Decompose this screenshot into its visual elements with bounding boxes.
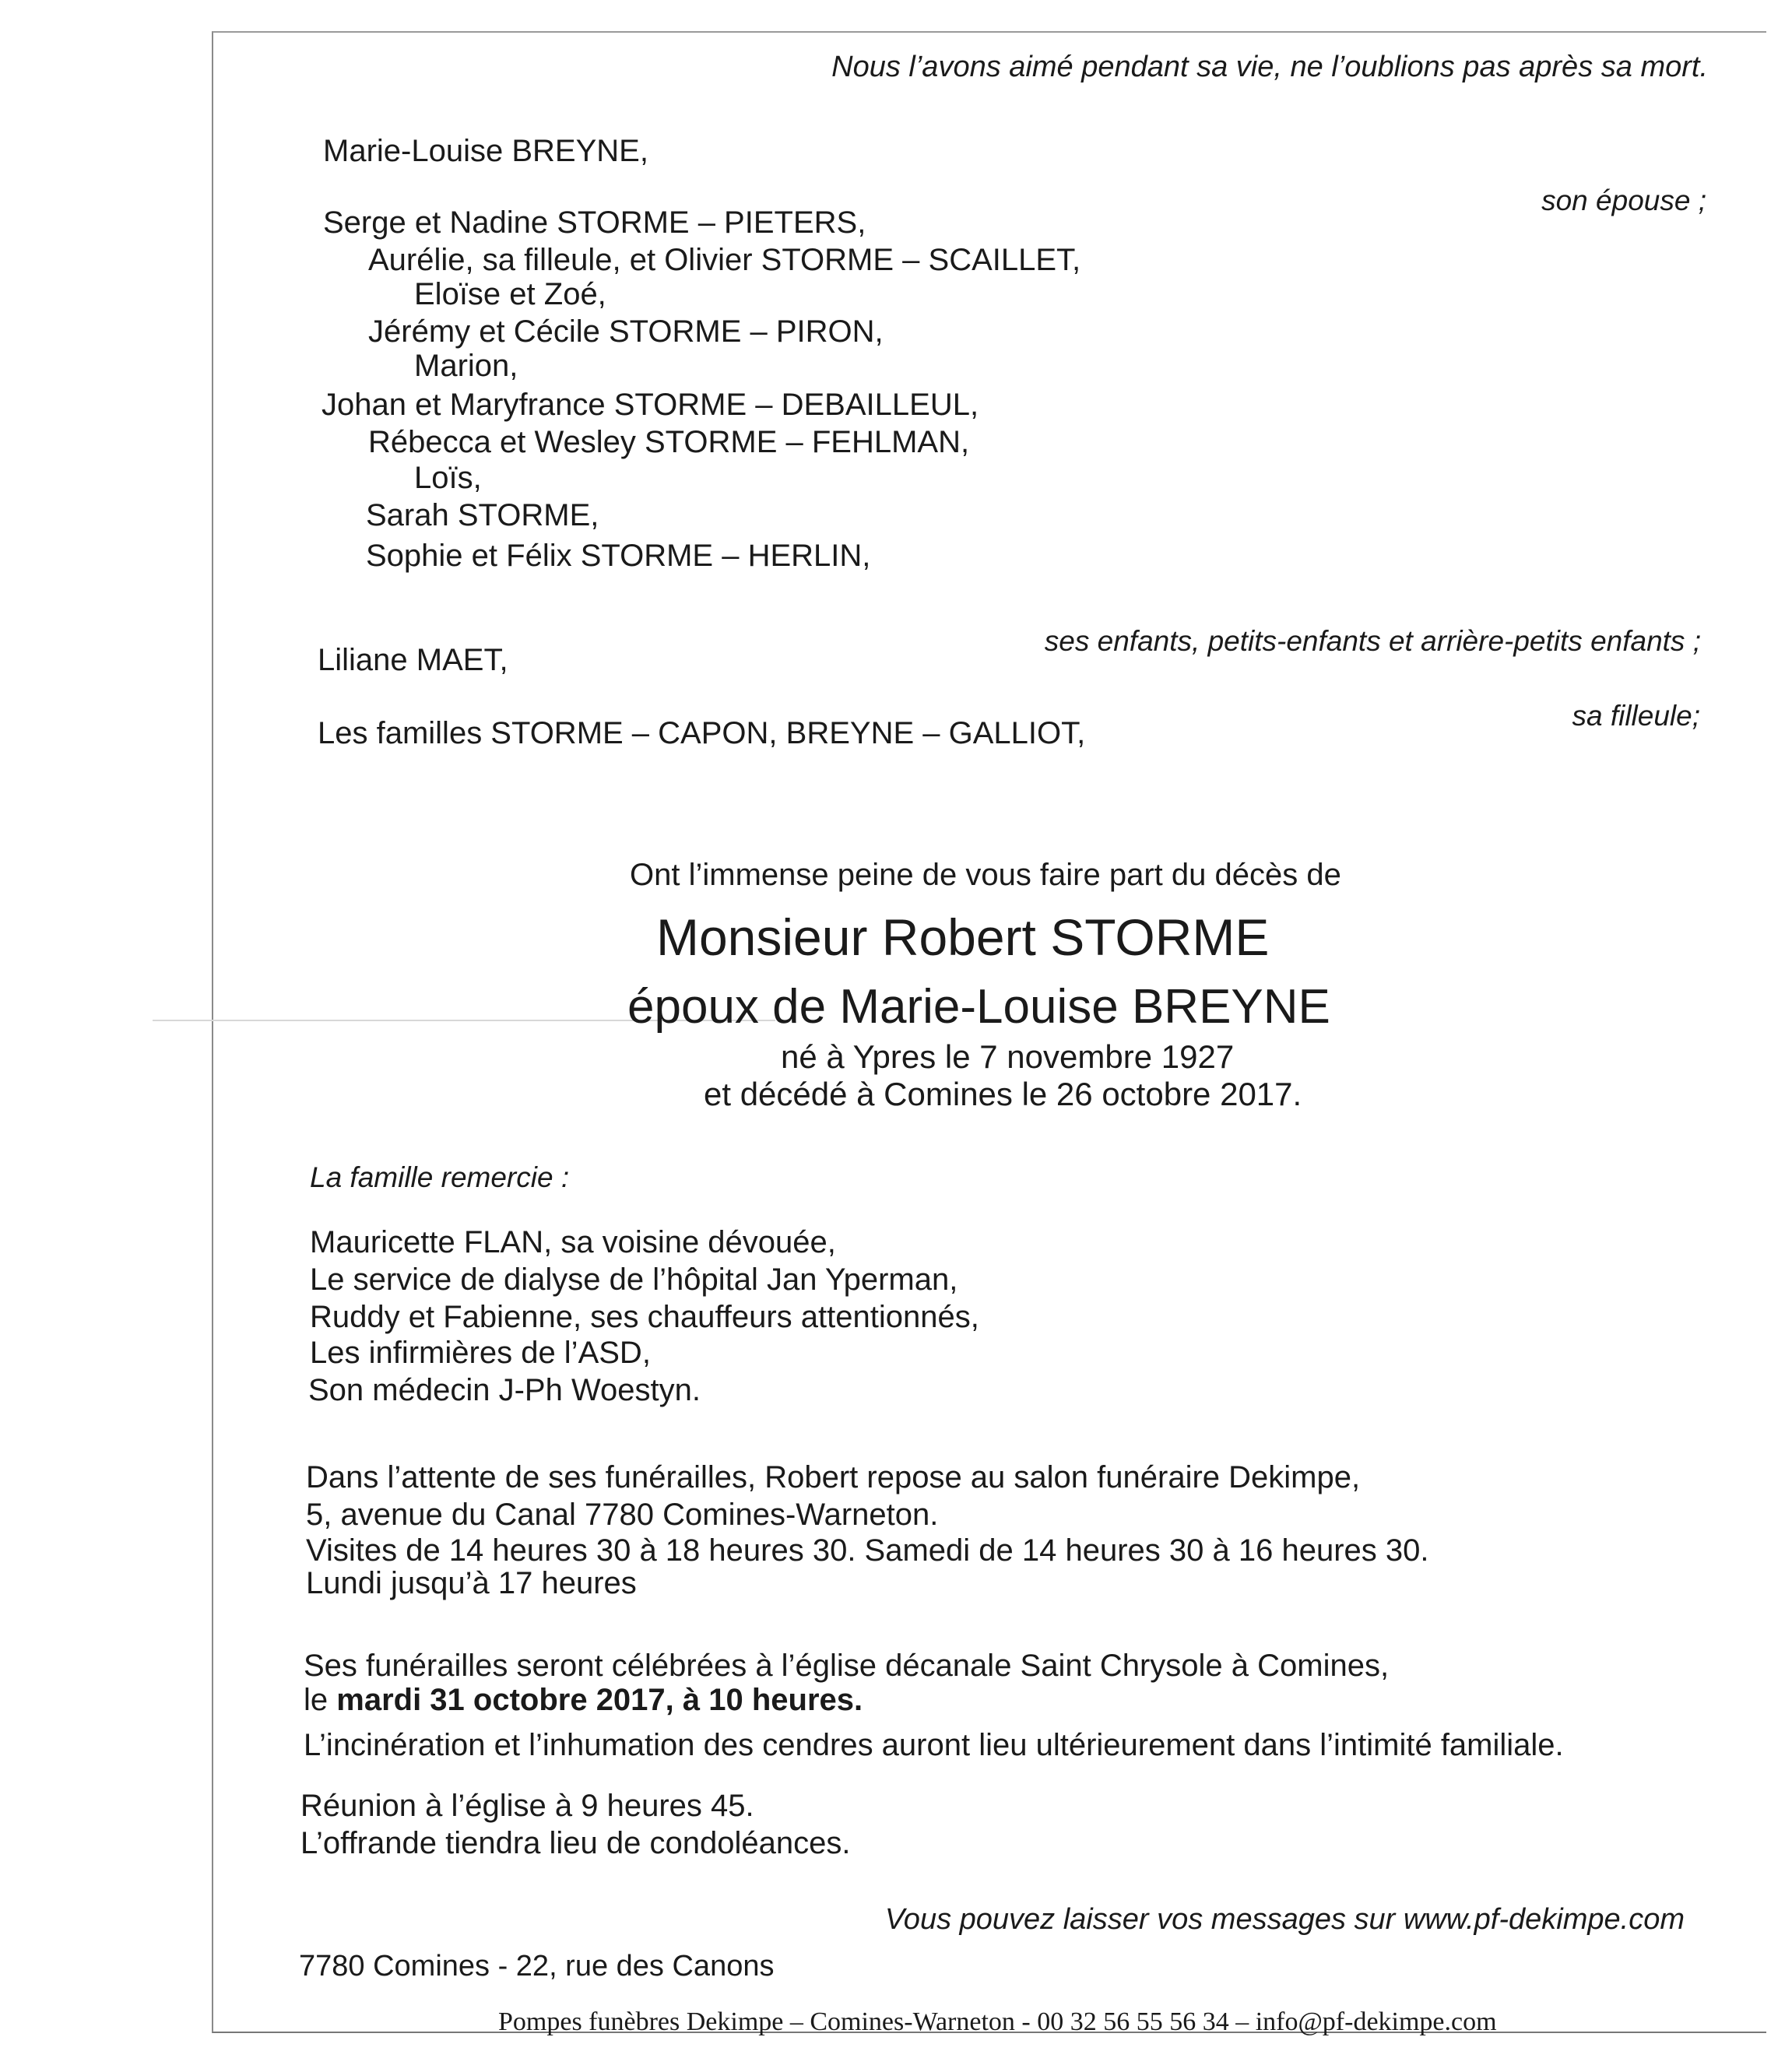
address-line: 7780 Comines - 22, rue des Canons bbox=[299, 1950, 775, 1983]
family-role: ses enfants, petits-enfants et arrière-petits enfants ; bbox=[1044, 625, 1701, 657]
visits-line: Dans l’attente de ses funérailles, Robert repose au salon funéraire Dekimpe, bbox=[306, 1460, 1361, 1494]
spouse-name: Marie-Louise BREYNE, bbox=[323, 134, 648, 168]
motto: Nous l’avons aimé pendant sa vie, ne l’oublions pas après sa mort. bbox=[831, 51, 1708, 83]
thanks-line: Son médecin J-Ph Woestyn. bbox=[308, 1373, 701, 1407]
families-line: Les familles STORME – CAPON, BREYNE – GALLIOT, bbox=[318, 716, 1086, 750]
funeral-date-prefix: le bbox=[304, 1683, 337, 1717]
death-line: et décédé à Comines le 26 octobre 2017. bbox=[704, 1076, 1302, 1112]
family-line: Marion, bbox=[414, 349, 518, 383]
family-line: Jérémy et Cécile STORME – PIRON, bbox=[368, 314, 884, 349]
family-line: Loïs, bbox=[414, 461, 482, 495]
family-line: Rébecca et Wesley STORME – FEHLMAN, bbox=[368, 425, 970, 459]
deceased-name: Monsieur Robert STORME bbox=[656, 908, 1270, 966]
visits-line: Visites de 14 heures 30 à 18 heures 30. Samedi de 14 heures 30 à 16 heures 30. bbox=[306, 1533, 1429, 1568]
family-line: Serge et Nadine STORME – PIETERS, bbox=[323, 205, 866, 240]
family-line: Sarah STORME, bbox=[366, 498, 599, 532]
family-line: Johan et Maryfrance STORME – DEBAILLEUL, bbox=[322, 388, 979, 422]
spouse-of: époux de Marie-Louise BREYNE bbox=[627, 980, 1330, 1034]
goddaughter-name: Liliane MAET, bbox=[318, 643, 508, 677]
announce-intro: Ont l’immense peine de vous faire part du décès de bbox=[630, 858, 1341, 892]
footer-contact: Pompes funèbres Dekimpe – Comines-Warneton - 00 32 56 55 56 34 – info@pf-dekimpe.com bbox=[498, 2007, 1497, 2036]
funeral-line: L’incinération et l’inhumation des cendres auront lieu ultérieurement dans l’intimité familiale. bbox=[304, 1728, 1564, 1762]
thanks-line: Mauricette FLAN, sa voisine dévouée, bbox=[310, 1225, 836, 1259]
thanks-line: Les infirmières de l’ASD, bbox=[310, 1336, 651, 1370]
funeral-line: Ses funérailles seront célébrées à l’église décanale Saint Chrysole à Comines, bbox=[304, 1649, 1390, 1683]
thanks-line: Le service de dialyse de l’hôpital Jan Yperman, bbox=[310, 1263, 958, 1297]
meeting-line: Réunion à l’église à 9 heures 45. bbox=[300, 1789, 754, 1823]
funeral-date-line bbox=[304, 1681, 863, 1719]
funeral-date: mardi 31 octobre 2017, à 10 heures. bbox=[336, 1683, 863, 1717]
birth-line: né à Ypres le 7 novembre 1927 bbox=[781, 1038, 1235, 1075]
visits-line: 5, avenue du Canal 7780 Comines-Warneton. bbox=[306, 1498, 939, 1532]
family-line: Aurélie, sa filleule, et Olivier STORME – SCAILLET, bbox=[368, 243, 1081, 277]
family-line: Eloïse et Zoé, bbox=[414, 277, 606, 311]
spouse-role: son épouse ; bbox=[1541, 184, 1706, 216]
thanks-line: Ruddy et Fabienne, ses chauffeurs attentionnés, bbox=[310, 1300, 979, 1334]
family-line: Sophie et Félix STORME – HERLIN, bbox=[366, 539, 871, 573]
messages-line: Vous pouvez laisser vos messages sur www.pf-dekimpe.com bbox=[884, 1903, 1685, 1936]
thanks-heading: La famille remercie : bbox=[310, 1161, 570, 1193]
meeting-line: L’offrande tiendra lieu de condoléances. bbox=[300, 1826, 851, 1860]
visits-line: Lundi jusqu’à 17 heures bbox=[306, 1566, 637, 1600]
goddaughter-role: sa filleule; bbox=[1572, 700, 1700, 732]
